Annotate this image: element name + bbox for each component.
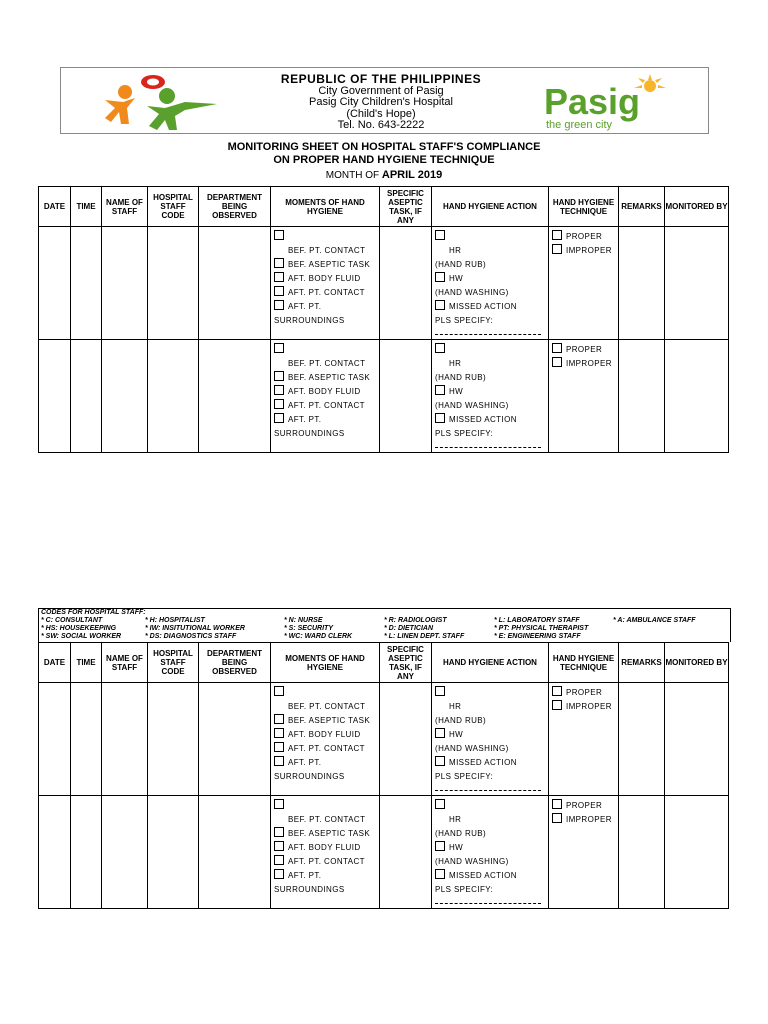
action-cell bbox=[432, 796, 549, 909]
header-row bbox=[39, 187, 729, 227]
action-checkbox[interactable] bbox=[435, 343, 445, 353]
action-hw-label: HW bbox=[449, 843, 464, 852]
department-cell[interactable] bbox=[199, 796, 271, 909]
code-pt: * PT: PHYSICAL THERAPIST bbox=[494, 625, 589, 632]
technique-improper-label: IMPROPER bbox=[566, 359, 612, 368]
monitoring-table-1 bbox=[38, 186, 729, 453]
department-cell[interactable] bbox=[199, 683, 271, 796]
proper-checkbox[interactable] bbox=[552, 343, 562, 353]
department-cell[interactable] bbox=[199, 340, 271, 453]
staff-codes-legend bbox=[38, 608, 731, 642]
moment-aft-fluid-label: AFT. BODY FLUID bbox=[288, 274, 361, 283]
bef-aseptic-checkbox[interactable] bbox=[274, 371, 284, 381]
code-h: * H: HOSPITALIST bbox=[145, 617, 205, 624]
action-hand-rub-label: (HAND RUB) bbox=[435, 373, 487, 382]
moment-aft-pt-label: AFT. PT. bbox=[288, 302, 322, 311]
technique-cell bbox=[549, 340, 619, 453]
moments-cell bbox=[271, 340, 380, 453]
childrens-hospital-logo bbox=[65, 72, 225, 132]
action-checkbox[interactable] bbox=[435, 230, 445, 240]
col-date: DATE bbox=[39, 643, 71, 683]
technique-improper-label: IMPROPER bbox=[566, 246, 612, 255]
specify-blank-line[interactable] bbox=[435, 897, 541, 904]
name-of-staff-cell[interactable] bbox=[102, 340, 148, 453]
code-iw: * IW: INSITUTIONAL WORKER bbox=[145, 625, 245, 632]
monitored-by-cell[interactable] bbox=[665, 227, 729, 340]
proper-checkbox[interactable] bbox=[552, 799, 562, 809]
aft-body-fluid-checkbox[interactable] bbox=[274, 841, 284, 851]
aseptic-task-cell[interactable] bbox=[380, 340, 432, 453]
code-c: * C: CONSULTANT bbox=[41, 617, 103, 624]
bef-aseptic-checkbox[interactable] bbox=[274, 827, 284, 837]
improper-checkbox[interactable] bbox=[552, 244, 562, 254]
moment-surroundings-label: SURROUNDINGS bbox=[274, 316, 345, 325]
code-hs: * HS: HOUSEKEEPING bbox=[41, 625, 117, 632]
technique-proper-label: PROPER bbox=[566, 688, 603, 697]
staff-code-cell[interactable] bbox=[148, 227, 199, 340]
action-hand-washing-label: (HAND WASHING) bbox=[435, 288, 509, 297]
aft-pt-surroundings-checkbox[interactable] bbox=[274, 869, 284, 879]
aseptic-task-cell[interactable] bbox=[380, 796, 432, 909]
col-remarks: REMARKS bbox=[619, 643, 665, 683]
missed-action-checkbox[interactable] bbox=[435, 300, 445, 310]
technique-proper-label: PROPER bbox=[566, 232, 603, 241]
time-cell[interactable] bbox=[71, 227, 102, 340]
action-specify-label: PLS SPECIFY: bbox=[435, 772, 494, 781]
moment-aft-fluid-label: AFT. BODY FLUID bbox=[288, 387, 361, 396]
code-l-lab: * L: LABORATORY STAFF bbox=[494, 617, 580, 624]
moment-surroundings-label: SURROUNDINGS bbox=[274, 429, 345, 438]
action-cell bbox=[432, 227, 549, 340]
moments-cell bbox=[271, 683, 380, 796]
aseptic-task-cell[interactable] bbox=[380, 227, 432, 340]
code-a: * A: AMBULANCE STAFF bbox=[613, 617, 696, 624]
moments-cell bbox=[271, 796, 380, 909]
technique-proper-label: PROPER bbox=[566, 801, 603, 810]
moment-aft-contact-label: AFT. PT. CONTACT bbox=[288, 857, 365, 866]
action-checkbox[interactable] bbox=[435, 799, 445, 809]
col-name-of-staff: NAME OF STAFF bbox=[102, 643, 148, 683]
action-hw-label: HW bbox=[449, 730, 464, 739]
technique-proper-label: PROPER bbox=[566, 345, 603, 354]
aft-body-fluid-checkbox[interactable] bbox=[274, 728, 284, 738]
col-monitored-by: MONITORED BY bbox=[665, 643, 729, 683]
missed-action-checkbox[interactable] bbox=[435, 756, 445, 766]
moment-bef-contact-label: BEF. PT. CONTACT bbox=[288, 815, 366, 824]
aft-pt-surroundings-checkbox[interactable] bbox=[274, 300, 284, 310]
hw-checkbox[interactable] bbox=[435, 385, 445, 395]
moment-surroundings-label: SURROUNDINGS bbox=[274, 885, 345, 894]
action-cell bbox=[432, 683, 549, 796]
moments-cell bbox=[271, 227, 380, 340]
remarks-cell[interactable] bbox=[619, 227, 665, 340]
name-of-staff-cell[interactable] bbox=[102, 683, 148, 796]
aft-pt-surroundings-checkbox[interactable] bbox=[274, 756, 284, 766]
col-hospital-staff-code: HOSPITAL STAFF CODE bbox=[148, 643, 199, 683]
action-checkbox[interactable] bbox=[435, 686, 445, 696]
moment-aft-contact-label: AFT. PT. CONTACT bbox=[288, 288, 365, 297]
pasig-logo-word: Pasig bbox=[544, 81, 641, 122]
date-cell[interactable] bbox=[39, 340, 71, 453]
hw-checkbox[interactable] bbox=[435, 272, 445, 282]
telephone-line: Tel. No. 643-2222 bbox=[337, 119, 425, 131]
remarks-cell[interactable] bbox=[619, 340, 665, 453]
moment-aft-fluid-label: AFT. BODY FLUID bbox=[288, 843, 361, 852]
aft-pt-contact-checkbox[interactable] bbox=[274, 742, 284, 752]
month-line bbox=[0, 169, 768, 181]
pasig-green-city-logo bbox=[540, 72, 700, 132]
date-cell[interactable] bbox=[39, 683, 71, 796]
letterhead bbox=[60, 67, 709, 134]
code-l-linen: * L: LINEN DEPT. STAFF bbox=[384, 633, 465, 640]
missed-action-checkbox[interactable] bbox=[435, 869, 445, 879]
col-aseptic-task: SPECIFIC ASEPTIC TASK, IF ANY bbox=[380, 643, 432, 683]
moment-bef-contact-label: BEF. PT. CONTACT bbox=[288, 246, 366, 255]
staff-code-cell[interactable] bbox=[148, 683, 199, 796]
technique-improper-label: IMPROPER bbox=[566, 815, 612, 824]
action-missed-label: MISSED ACTION bbox=[449, 415, 517, 424]
aft-pt-contact-checkbox[interactable] bbox=[274, 855, 284, 865]
improper-checkbox[interactable] bbox=[552, 700, 562, 710]
code-r: * R: RADIOLOGIST bbox=[384, 617, 447, 624]
bef-aseptic-checkbox[interactable] bbox=[274, 258, 284, 268]
time-cell[interactable] bbox=[71, 340, 102, 453]
action-cell bbox=[432, 340, 549, 453]
aft-pt-contact-checkbox[interactable] bbox=[274, 399, 284, 409]
action-missed-label: MISSED ACTION bbox=[449, 758, 517, 767]
action-hand-washing-label: (HAND WASHING) bbox=[435, 744, 509, 753]
improper-checkbox[interactable] bbox=[552, 813, 562, 823]
col-hand-hygiene-action: HAND HYGIENE ACTION bbox=[432, 187, 549, 227]
title-line-1: MONITORING SHEET ON HOSPITAL STAFF'S COMPLIANCE bbox=[227, 141, 541, 153]
code-e: * E: ENGINEERING STAFF bbox=[494, 633, 581, 640]
moment-aft-contact-label: AFT. PT. CONTACT bbox=[288, 401, 365, 410]
moment-bef-contact-label: BEF. PT. CONTACT bbox=[288, 359, 366, 368]
col-time: TIME bbox=[71, 643, 102, 683]
technique-cell bbox=[549, 796, 619, 909]
code-d: * D: DIETICIAN bbox=[384, 625, 433, 632]
moment-checkbox[interactable] bbox=[274, 686, 284, 696]
moment-aft-pt-label: AFT. PT. bbox=[288, 871, 322, 880]
remarks-cell[interactable] bbox=[619, 683, 665, 796]
date-cell[interactable] bbox=[39, 796, 71, 909]
col-name-of-staff: NAME OF STAFF bbox=[102, 187, 148, 227]
col-hospital-staff-code: HOSPITAL STAFF CODE bbox=[148, 187, 199, 227]
action-hw-label: HW bbox=[449, 387, 464, 396]
moment-bef-aseptic-label: BEF. ASEPTIC TASK bbox=[288, 260, 371, 269]
action-hw-label: HW bbox=[449, 274, 464, 283]
action-specify-label: PLS SPECIFY: bbox=[435, 429, 494, 438]
monitored-by-cell[interactable] bbox=[665, 796, 729, 909]
technique-cell bbox=[549, 227, 619, 340]
action-hand-rub-label: (HAND RUB) bbox=[435, 716, 487, 725]
title-line-2: ON PROPER HAND HYGIENE TECHNIQUE bbox=[273, 154, 495, 166]
month-label: MONTH OF bbox=[325, 170, 380, 181]
action-hr-label: HR bbox=[449, 815, 462, 824]
moment-bef-aseptic-label: BEF. ASEPTIC TASK bbox=[288, 373, 371, 382]
moment-aft-contact-label: AFT. PT. CONTACT bbox=[288, 744, 365, 753]
proper-checkbox[interactable] bbox=[552, 686, 562, 696]
moment-checkbox[interactable] bbox=[274, 343, 284, 353]
pasig-logo-tagline: the green city bbox=[546, 119, 613, 131]
col-moments: MOMENTS OF HAND HYGIENE bbox=[271, 187, 380, 227]
specify-blank-line[interactable] bbox=[435, 328, 541, 335]
technique-improper-label: IMPROPER bbox=[566, 702, 612, 711]
department-cell[interactable] bbox=[199, 227, 271, 340]
col-moments: MOMENTS OF HAND HYGIENE bbox=[271, 643, 380, 683]
moment-aft-pt-label: AFT. PT. bbox=[288, 415, 322, 424]
action-missed-label: MISSED ACTION bbox=[449, 871, 517, 880]
action-specify-label: PLS SPECIFY: bbox=[435, 316, 494, 325]
staff-code-cell[interactable] bbox=[148, 340, 199, 453]
action-hr-label: HR bbox=[449, 359, 462, 368]
specify-blank-line[interactable] bbox=[435, 441, 541, 448]
codes-heading: CODES FOR HOSPITAL STAFF: bbox=[41, 609, 146, 616]
action-hr-label: HR bbox=[449, 702, 462, 711]
col-date: DATE bbox=[39, 187, 71, 227]
name-of-staff-cell[interactable] bbox=[102, 796, 148, 909]
code-s: * S: SECURITY bbox=[284, 625, 334, 632]
action-hand-rub-label: (HAND RUB) bbox=[435, 260, 487, 269]
hospital-name-line: Pasig City Children's Hospital bbox=[309, 96, 453, 108]
action-hand-rub-label: (HAND RUB) bbox=[435, 829, 487, 838]
staff-codes-table bbox=[39, 609, 698, 641]
code-wc: * WC: WARD CLERK bbox=[284, 633, 353, 640]
time-cell[interactable] bbox=[71, 683, 102, 796]
moment-aft-pt-label: AFT. PT. bbox=[288, 758, 322, 767]
monitored-by-cell[interactable] bbox=[665, 340, 729, 453]
col-technique: HAND HYGIENE TECHNIQUE bbox=[549, 187, 619, 227]
time-cell[interactable] bbox=[71, 796, 102, 909]
aft-pt-contact-checkbox[interactable] bbox=[274, 286, 284, 296]
name-of-staff-cell[interactable] bbox=[102, 227, 148, 340]
action-hand-washing-label: (HAND WASHING) bbox=[435, 401, 509, 410]
action-missed-label: MISSED ACTION bbox=[449, 302, 517, 311]
specify-blank-line[interactable] bbox=[435, 784, 541, 791]
col-hand-hygiene-action: HAND HYGIENE ACTION bbox=[432, 643, 549, 683]
remarks-cell[interactable] bbox=[619, 796, 665, 909]
proper-checkbox[interactable] bbox=[552, 230, 562, 240]
moment-bef-contact-label: BEF. PT. CONTACT bbox=[288, 702, 366, 711]
city-government-line: City Government of Pasig bbox=[318, 84, 444, 97]
childs-hope-line: (Child's Hope) bbox=[346, 107, 416, 120]
moment-checkbox[interactable] bbox=[274, 230, 284, 240]
staff-code-cell[interactable] bbox=[148, 796, 199, 909]
hw-checkbox[interactable] bbox=[435, 841, 445, 851]
table-row bbox=[39, 227, 729, 340]
col-department: DEPARTMENT BEING OBSERVED bbox=[199, 643, 271, 683]
letterhead-text bbox=[231, 74, 531, 132]
table-row bbox=[39, 796, 729, 909]
col-aseptic-task: SPECIFIC ASEPTIC TASK, IF ANY bbox=[380, 187, 432, 227]
monitoring-table-2 bbox=[38, 642, 729, 909]
table-row bbox=[39, 683, 729, 796]
col-time: TIME bbox=[71, 187, 102, 227]
aft-pt-surroundings-checkbox[interactable] bbox=[274, 413, 284, 423]
action-specify-label: PLS SPECIFY: bbox=[435, 885, 494, 894]
col-remarks: REMARKS bbox=[619, 187, 665, 227]
bef-aseptic-checkbox[interactable] bbox=[274, 714, 284, 724]
aft-body-fluid-checkbox[interactable] bbox=[274, 272, 284, 282]
moment-surroundings-label: SURROUNDINGS bbox=[274, 772, 345, 781]
col-department: DEPARTMENT BEING OBSERVED bbox=[199, 187, 271, 227]
code-sw: * SW: SOCIAL WORKER bbox=[41, 633, 122, 640]
code-ds: * DS: DIAGNOSTICS STAFF bbox=[145, 633, 237, 640]
action-hr-label: HR bbox=[449, 246, 462, 255]
moment-aft-fluid-label: AFT. BODY FLUID bbox=[288, 730, 361, 739]
hw-checkbox[interactable] bbox=[435, 728, 445, 738]
form-title bbox=[0, 141, 768, 167]
missed-action-checkbox[interactable] bbox=[435, 413, 445, 423]
col-monitored-by: MONITORED BY bbox=[665, 187, 729, 227]
col-technique: HAND HYGIENE TECHNIQUE bbox=[549, 643, 619, 683]
header-row bbox=[39, 643, 729, 683]
code-n: * N: NURSE bbox=[284, 617, 323, 624]
action-hand-washing-label: (HAND WASHING) bbox=[435, 857, 509, 866]
republic-line: REPUBLIC OF THE PHILIPPINES bbox=[280, 72, 482, 86]
monitored-by-cell[interactable] bbox=[665, 683, 729, 796]
moment-bef-aseptic-label: BEF. ASEPTIC TASK bbox=[288, 716, 371, 725]
moment-checkbox[interactable] bbox=[274, 799, 284, 809]
aft-body-fluid-checkbox[interactable] bbox=[274, 385, 284, 395]
table-row bbox=[39, 340, 729, 453]
aseptic-task-cell[interactable] bbox=[380, 683, 432, 796]
month-value: APRIL 2019 bbox=[381, 169, 443, 181]
technique-cell bbox=[549, 683, 619, 796]
moment-bef-aseptic-label: BEF. ASEPTIC TASK bbox=[288, 829, 371, 838]
improper-checkbox[interactable] bbox=[552, 357, 562, 367]
date-cell[interactable] bbox=[39, 227, 71, 340]
